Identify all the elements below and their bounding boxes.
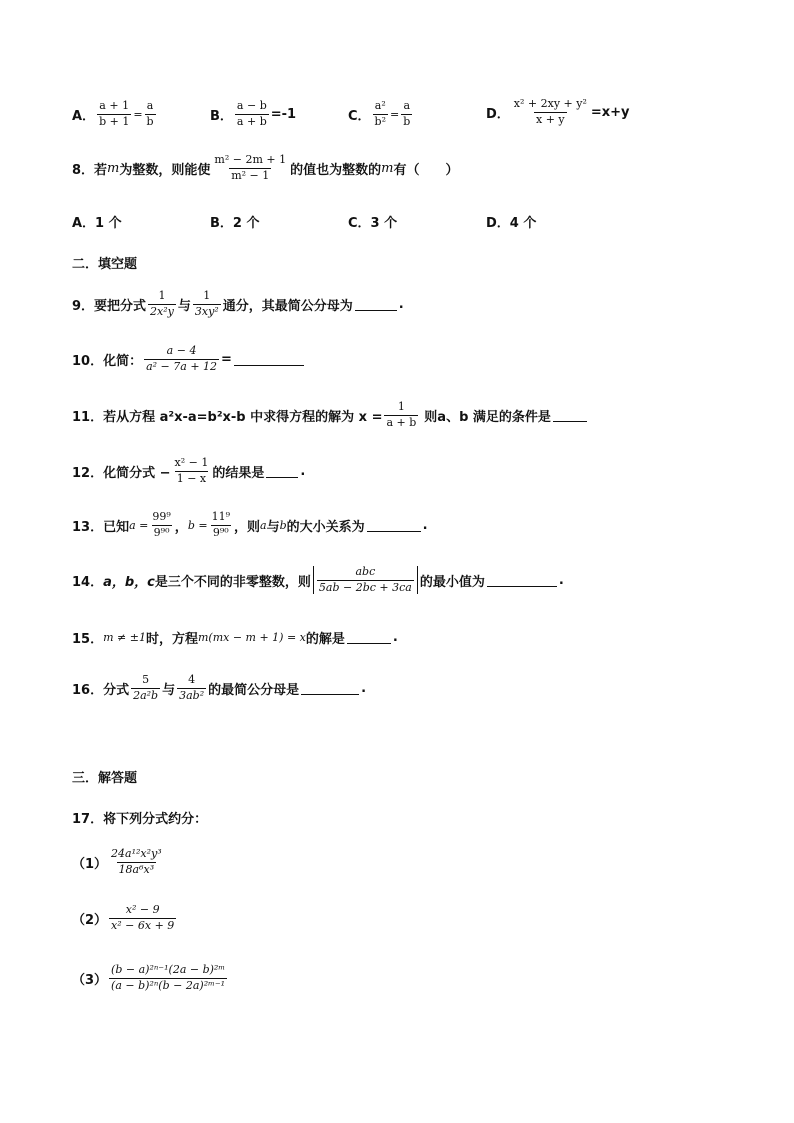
fraction: $\frac{\text{x² − 1}}{1 - x}$ — [174, 456, 209, 485]
fraction: $\frac{\text{24a¹²x²y³}}{\text{18a⁶x³}}$ — [111, 847, 162, 876]
q7-option-d[interactable]: D． $\frac{\text{x² + 2xy + y²}}{x + y}$ =x+y — [486, 97, 630, 126]
q7-option-c[interactable]: C． $\frac{\text{a²}}{\text{b²}}$ = $\frac{a}{b}$ — [348, 99, 411, 128]
answer-blank[interactable] — [234, 353, 304, 366]
fraction: $\frac{4}{\text{3ab²}}$ — [179, 673, 205, 702]
answer-blank[interactable] — [355, 298, 397, 311]
fraction: $\frac{a}{b}$ — [403, 99, 411, 128]
q7-option-b[interactable]: B． $\frac{a - b}{a + b}$ =-1 — [210, 99, 297, 128]
fraction: $\frac{\text{abc}}{5ab - 2bc + 3ca}$ — [318, 565, 412, 594]
option-label: D． — [486, 106, 510, 122]
q8-option-c[interactable]: C．3 个 — [348, 216, 398, 231]
q7-option-a[interactable]: A． $\frac{a + 1}{b + 1}$ = $\frac{a}{b}$ — [72, 99, 154, 128]
question-15: 15． m ≠ ±1 时，方程 m(mx − m + 1) = x 的解是 . — [72, 630, 398, 647]
option-label: C． — [348, 108, 371, 124]
question-8: 8．若 m 为整数，则能使 $\frac{\text{m² − 2m + 1}}{\text{m² − 1}}$ 的值也为整数的 m 有（ ） — [72, 153, 459, 182]
fraction: $\frac{5}{\text{2a²b}}$ — [133, 673, 159, 702]
fraction: $\frac{\text{(b − a)²ⁿ⁻¹(2a − b)²ᵐ}}{\text{(a − b)²ⁿ(b − 2a)²ᵐ⁻¹}}$ — [111, 963, 226, 992]
option-label: B． — [210, 108, 233, 124]
option-label: A． — [72, 108, 96, 124]
question-9: 9．要把分式 $\frac{1}{\text{2x²y}}$ 与 $\frac{1}{\text{3xy²}}$ 通分，其最简公分母为 . — [72, 289, 404, 318]
fraction: $\frac{\text{m² − 2m + 1}}{\text{m² − 1}}$ — [214, 153, 287, 182]
absolute-value — [313, 566, 418, 594]
q17-item-3: （3） $\frac{\text{(b − a)²ⁿ⁻¹(2a − b)²ᵐ}}{\text{(a − b)²ⁿ(b − 2a)²ᵐ⁻¹}}$ — [72, 963, 226, 992]
q8-option-d[interactable]: D．4 个 — [486, 216, 537, 231]
fraction: $\frac{1}{a + b}$ — [386, 400, 417, 429]
fraction: $\frac{a - 4}{\text{a² − 7a + 12}}$ — [146, 344, 218, 373]
question-10: 10．化简： $\frac{a - 4}{\text{a² − 7a + 12}}$ = — [72, 345, 306, 373]
question-17: 17．将下列分式约分： — [72, 812, 208, 827]
question-16: 16．分式 $\frac{5}{\text{2a²b}}$ 与 $\frac{4}{\text{3ab²}}$ 的最简公分母是 . — [72, 673, 367, 702]
fraction: $\frac{1}{\text{3xy²}}$ — [194, 289, 219, 318]
fraction: $\frac{\text{x² + 2xy + y²}}{x + y}$ — [513, 97, 587, 126]
fraction: $\frac{a - b}{a + b}$ — [236, 99, 267, 128]
answer-blank[interactable] — [487, 574, 557, 587]
answer-blank[interactable] — [367, 519, 421, 532]
fraction: $\frac{\text{11⁹}}{\text{9⁹⁰}}$ — [211, 510, 230, 539]
q17-item-1: （1） $\frac{\text{24a¹²x²y³}}{\text{18a⁶x³}}$ — [72, 847, 162, 876]
question-13: 13．已知 a = $\frac{\text{99⁹}}{\text{9⁹⁰}}$ ， b = $\frac{\text{11⁹}}{\text{9⁹⁰}}$ ，则 a 与 b 的大小关系为 . — [72, 510, 428, 539]
fraction: $\frac{\text{99⁹}}{\text{9⁹⁰}}$ — [152, 510, 171, 539]
fraction: $\frac{\text{x² − 9}}{\text{x² − 6x + 9}}$ — [111, 903, 175, 932]
section-heading-solutions: 三．解答题 — [72, 771, 138, 786]
question-14: 14． a，b，c 是三个不同的非零整数，则 $\frac{\text{abc}}{5ab - 2bc + 3ca}$ 的最小值为 . — [72, 565, 564, 594]
answer-blank[interactable] — [553, 409, 587, 422]
fraction: $\frac{\text{a²}}{\text{b²}}$ — [374, 99, 386, 128]
q8-option-a[interactable]: A．1 个 — [72, 216, 122, 231]
q17-item-2: （2） $\frac{\text{x² − 9}}{\text{x² − 6x + 9}}$ — [72, 903, 175, 932]
section-heading-fill-in: 二．填空题 — [72, 257, 138, 272]
answer-blank[interactable] — [347, 631, 391, 644]
q8-option-b[interactable]: B．2 个 — [210, 216, 260, 231]
fraction: $\frac{a + 1}{b + 1}$ — [99, 99, 130, 128]
question-11: 11．若从方程 a²x-a=b²x-b 中求得方程的解为 x = $\frac{1}{a + b}$ 则a、b 满足的条件是 — [72, 401, 589, 429]
answer-blank[interactable] — [266, 465, 298, 478]
fraction: $\frac{1}{\text{2x²y}}$ — [150, 289, 174, 318]
fraction: $\frac{a}{b}$ — [146, 99, 154, 128]
question-12: 12．化简分式 − $\frac{\text{x² − 1}}{1 - x}$ 的结果是 . — [72, 456, 306, 485]
answer-blank[interactable] — [301, 682, 359, 695]
